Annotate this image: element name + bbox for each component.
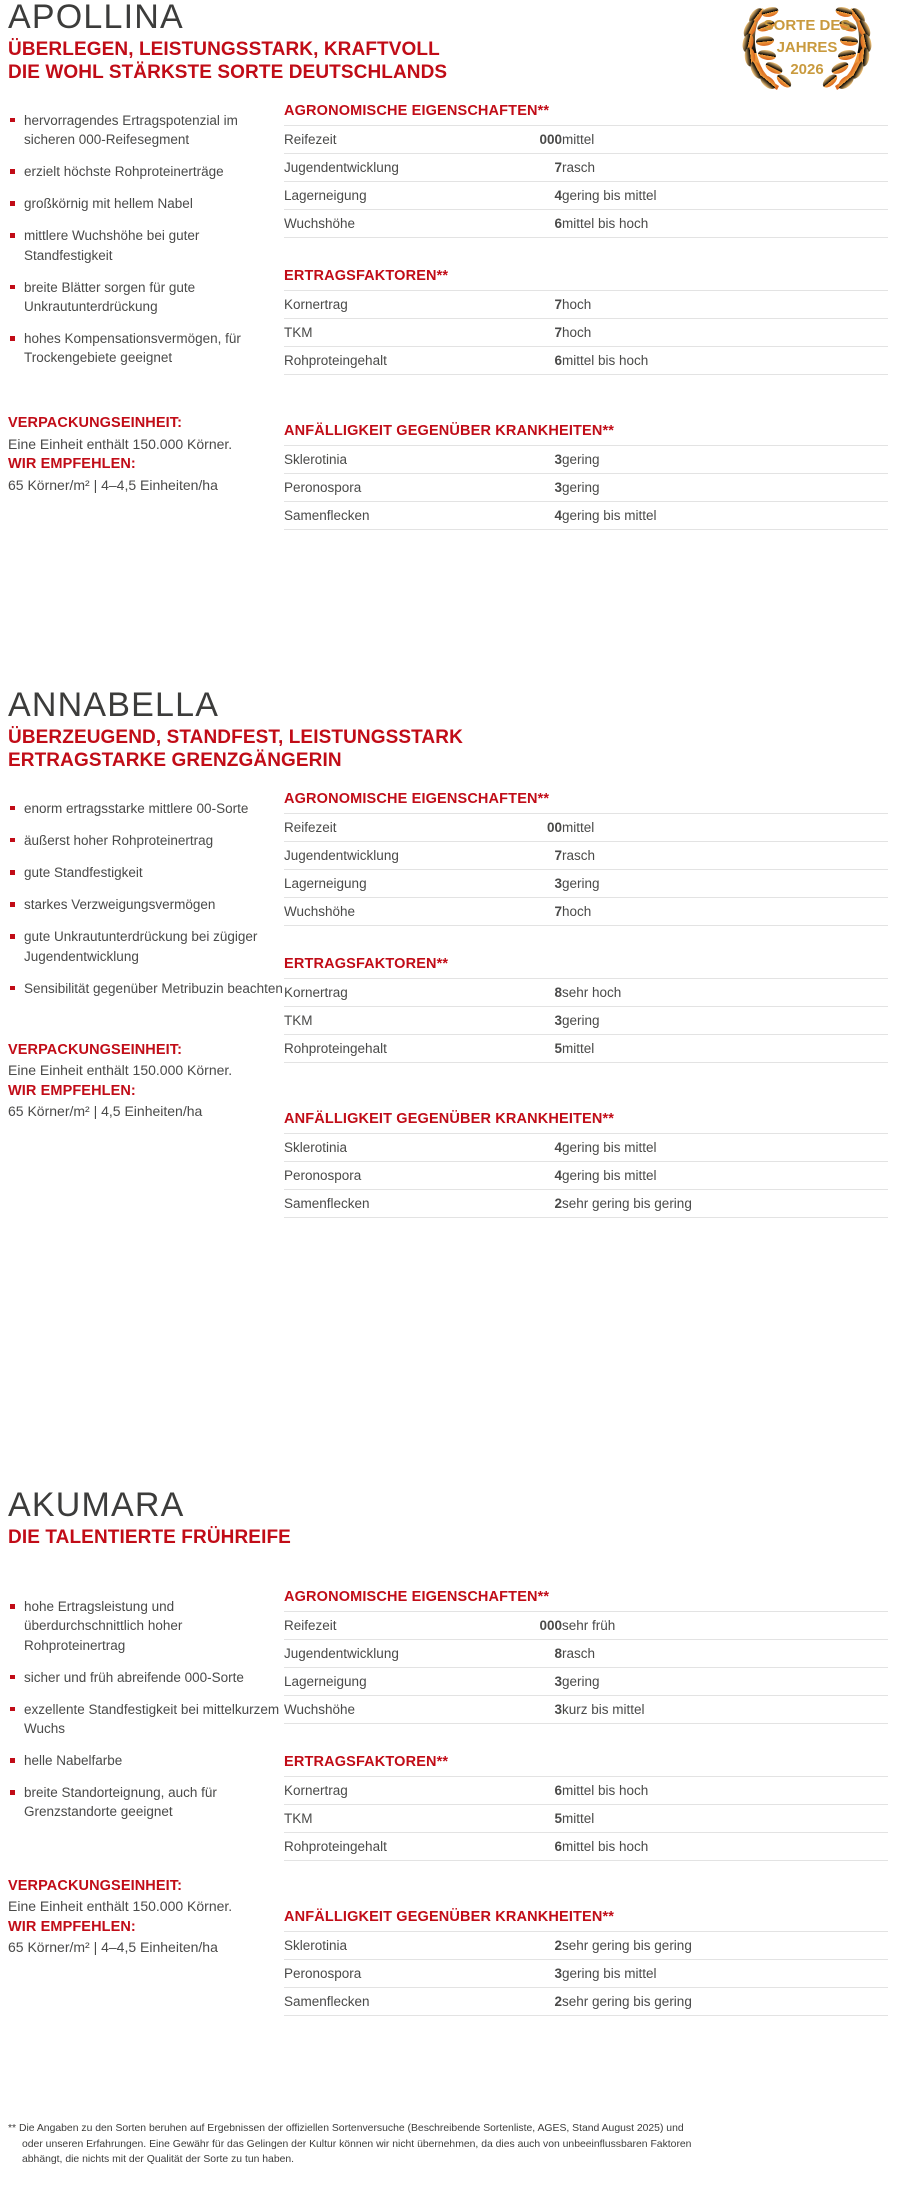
- trait-label: Lagerneigung: [284, 187, 367, 203]
- trait-value: 7: [554, 324, 562, 340]
- trait-value: 5: [554, 1811, 562, 1827]
- trait-value: 00: [546, 819, 562, 835]
- list-item: exzellente Standfestigkeit bei mittelkurzem Wuchs: [8, 1700, 284, 1738]
- trait-label: Sklerotinia: [284, 451, 348, 467]
- trait-desc: gering bis mittel: [562, 187, 657, 203]
- trait-desc: gering bis mittel: [562, 507, 657, 523]
- trait-label: Kornertrag: [284, 1783, 348, 1799]
- trait-label: Lagerneigung: [284, 1674, 367, 1690]
- list-item: mittlere Wuchshöhe bei guter Standfestigkeit: [8, 226, 284, 264]
- packaging-unit-text: Eine Einheit enthält 150.000 Körner.: [8, 435, 233, 452]
- disease-table: [284, 1133, 888, 1218]
- trait-value: 3: [554, 1674, 562, 1690]
- trait-value: 4: [554, 507, 562, 523]
- trait-desc: mittel bis hoch: [562, 1839, 649, 1855]
- table-title-yield: ERTRAGSFAKTOREN**: [284, 267, 449, 284]
- trait-value: 3: [554, 1012, 562, 1028]
- left-column: [8, 103, 284, 495]
- list-item: breite Blätter sorgen für gute Unkrautunterdrückung: [8, 278, 284, 316]
- trait-value: 8: [554, 1646, 562, 1662]
- list-item: gute Standfestigkeit: [8, 863, 284, 882]
- trait-label: Peronospora: [284, 1167, 362, 1183]
- trait-desc: mittel: [562, 131, 595, 147]
- recommendation-text: 65 Körner/m² | 4,5 Einheiten/ha: [8, 1103, 203, 1120]
- trait-value: 6: [554, 1839, 562, 1855]
- trait-label: Wuchshöhe: [284, 215, 356, 231]
- packaging-unit-text: Eine Einheit enthält 150.000 Körner.: [8, 1898, 233, 1915]
- trait-value: 7: [554, 903, 562, 919]
- recommendation-heading: WIR EMPFEHLEN:: [8, 1082, 136, 1099]
- trait-value: 3: [554, 875, 562, 891]
- list-item: Sensibilität gegenüber Metribuzin beachten: [8, 979, 284, 998]
- trait-value: 2: [554, 1195, 562, 1211]
- variety-header: [8, 1488, 888, 1549]
- trait-label: Sklerotinia: [284, 1139, 348, 1155]
- trait-desc: sehr gering bis gering: [562, 1938, 692, 1954]
- table-row: [284, 1189, 888, 1217]
- badge-line-1: SORTE DES: [763, 17, 851, 34]
- trait-label: Samenflecken: [284, 507, 370, 523]
- trait-value: 000: [539, 1618, 562, 1634]
- trait-label: Rohproteingehalt: [284, 1839, 387, 1855]
- recommendation-heading: WIR EMPFEHLEN:: [8, 1918, 136, 1935]
- table-row: [284, 1805, 888, 1833]
- trait-label: TKM: [284, 1012, 313, 1028]
- variety-header: [8, 0, 888, 85]
- table-row: [284, 897, 888, 925]
- table-row: [284, 1161, 888, 1189]
- trait-value: 3: [554, 451, 562, 467]
- trait-value: 2: [554, 1938, 562, 1954]
- agronomic-table: [284, 1611, 888, 1724]
- trait-label: Samenflecken: [284, 1994, 370, 2010]
- packaging-unit-heading: VERPACKUNGSEINHEIT:: [8, 1041, 183, 1058]
- trait-desc: hoch: [562, 296, 592, 312]
- table-title-agronomic: AGRONOMISCHE EIGENSCHAFTEN**: [284, 790, 550, 807]
- yield-table: [284, 290, 888, 375]
- list-item: helle Nabelfarbe: [8, 1751, 284, 1770]
- variety-claim-line-1: DIE TALENTIERTE FRÜHREIFE: [8, 1526, 291, 1548]
- list-item: hohes Kompensationsvermögen, für Trockengebiete geeignet: [8, 329, 284, 367]
- table-row: [284, 869, 888, 897]
- footnote-line-3: abhängt, die nichts mit der Qualität der Sorte zu tun haben.: [22, 2154, 295, 2166]
- variety-claim-line-1: ÜBERLEGEN, LEISTUNGSSTARK, KRAFTVOLL: [8, 38, 440, 60]
- trait-desc: gering: [562, 1674, 600, 1690]
- footnote-line-1: ** Die Angaben zu den Sorten beruhen auf Ergebnissen der offiziellen Sortenversuche (Beschreibende Sortenliste, AGES, Stand August 2025) und: [8, 2123, 684, 2135]
- trait-desc: sehr gering bis gering: [562, 1994, 692, 2010]
- trait-label: Peronospora: [284, 1966, 362, 1982]
- packaging-info: [8, 413, 284, 495]
- trait-desc: sehr gering bis gering: [562, 1195, 692, 1211]
- trait-desc: rasch: [562, 847, 596, 863]
- variety-block-apollina: [0, 0, 900, 534]
- trait-value: 7: [554, 296, 562, 312]
- recommendation-text: 65 Körner/m² | 4–4,5 Einheiten/ha: [8, 1939, 218, 1956]
- recommendation-heading: WIR EMPFEHLEN:: [8, 456, 136, 473]
- table-row: [284, 841, 888, 869]
- trait-value: 7: [554, 159, 562, 175]
- variety-name: APOLLINA: [8, 0, 184, 36]
- trait-value: 6: [554, 1783, 562, 1799]
- yield-table: [284, 1776, 888, 1861]
- trait-label: Rohproteingehalt: [284, 1040, 387, 1056]
- disease-table: [284, 1931, 888, 2016]
- recommendation-text: 65 Körner/m² | 4–4,5 Einheiten/ha: [8, 476, 218, 493]
- packaging-info: [8, 1040, 284, 1122]
- trait-desc: sehr hoch: [562, 984, 622, 1000]
- feature-list: [8, 799, 284, 998]
- list-item: gute Unkrautunterdrückung bei zügiger Jugendentwicklung: [8, 927, 284, 965]
- trait-value: 4: [554, 187, 562, 203]
- list-item: sicher und früh abreifende 000-Sorte: [8, 1668, 284, 1687]
- trait-label: Reifezeit: [284, 1618, 337, 1634]
- table-row: [284, 153, 888, 181]
- trait-label: Jugendentwicklung: [284, 1646, 399, 1662]
- trait-desc: gering bis mittel: [562, 1966, 657, 1982]
- table-row: [284, 181, 888, 209]
- table-row: [284, 1777, 888, 1805]
- left-column: [8, 791, 284, 1122]
- table-row: [284, 1133, 888, 1161]
- trait-label: Sklerotinia: [284, 1938, 348, 1954]
- table-title-yield: ERTRAGSFAKTOREN**: [284, 1754, 449, 1771]
- trait-label: Wuchshöhe: [284, 1702, 356, 1718]
- list-item: hohe Ertragsleistung und überdurchschnittlich hoher Rohproteinertrag: [8, 1597, 284, 1654]
- table-title-yield: ERTRAGSFAKTOREN**: [284, 955, 449, 972]
- table-title-agronomic: AGRONOMISCHE EIGENSCHAFTEN**: [284, 102, 550, 119]
- list-item: breite Standorteignung, auch für Grenzstandorte geeignet: [8, 1783, 284, 1821]
- trait-desc: mittel bis hoch: [562, 215, 649, 231]
- packaging-info: [8, 1876, 284, 1958]
- table-title-agronomic: AGRONOMISCHE EIGENSCHAFTEN**: [284, 1589, 550, 1606]
- table-title-disease: ANFÄLLIGKEIT GEGENÜBER KRANKHEITEN**: [284, 1909, 615, 1926]
- trait-desc: sehr früh: [562, 1618, 616, 1634]
- table-row: [284, 1833, 888, 1861]
- right-column: [284, 791, 888, 1222]
- variety-claim-line-2: DIE WOHL STÄRKSTE SORTE DEUTSCHLANDS: [8, 62, 448, 84]
- trait-label: Jugendentwicklung: [284, 159, 399, 175]
- variety-name: ANNABELLA: [8, 686, 220, 724]
- trait-label: Wuchshöhe: [284, 903, 356, 919]
- trait-desc: mittel: [562, 1811, 595, 1827]
- trait-desc: mittel: [562, 819, 595, 835]
- disease-table: [284, 445, 888, 530]
- list-item: hervorragendes Ertragspotenzial im sicheren 000-Reifesegment: [8, 111, 284, 149]
- trait-desc: gering bis mittel: [562, 1167, 657, 1183]
- variety-header: [8, 688, 888, 773]
- table-row: [284, 1932, 888, 1960]
- trait-label: Jugendentwicklung: [284, 847, 399, 863]
- trait-value: 2: [554, 1994, 562, 2010]
- trait-label: TKM: [284, 1811, 313, 1827]
- table-row: [284, 1034, 888, 1062]
- trait-value: 4: [554, 1167, 562, 1183]
- trait-desc: gering: [562, 1012, 600, 1028]
- trait-label: Peronospora: [284, 479, 362, 495]
- list-item: großkörnig mit hellem Nabel: [8, 194, 284, 213]
- trait-desc: hoch: [562, 324, 592, 340]
- badge-line-3: 2026: [790, 61, 824, 78]
- table-title-disease: ANFÄLLIGKEIT GEGENÜBER KRANKHEITEN**: [284, 1110, 615, 1127]
- footnote: [8, 2121, 890, 2168]
- trait-label: Samenflecken: [284, 1195, 370, 1211]
- trait-desc: mittel bis hoch: [562, 352, 649, 368]
- list-item: äußerst hoher Rohproteinertrag: [8, 831, 284, 850]
- trait-desc: rasch: [562, 159, 596, 175]
- variety-block-annabella: [0, 688, 900, 1222]
- right-column: [284, 1589, 888, 2020]
- trait-desc: mittel bis hoch: [562, 1783, 649, 1799]
- list-item: erzielt höchste Rohproteinerträge: [8, 162, 284, 181]
- table-row: [284, 473, 888, 501]
- trait-value: 7: [554, 847, 562, 863]
- trait-value: 000: [539, 131, 562, 147]
- trait-value: 8: [554, 984, 562, 1000]
- table-row: [284, 445, 888, 473]
- table-row: [284, 1668, 888, 1696]
- table-row: [284, 1612, 888, 1640]
- trait-desc: gering bis mittel: [562, 1139, 657, 1155]
- table-row: [284, 1006, 888, 1034]
- trait-desc: hoch: [562, 903, 592, 919]
- table-row: [284, 813, 888, 841]
- trait-value: 6: [554, 215, 562, 231]
- feature-list: [8, 1597, 284, 1821]
- variety-block-akumara: [0, 1488, 900, 2020]
- variety-claim-line-2: ERTRAGSTARKE GRENZGÄNGERIN: [8, 750, 342, 772]
- trait-value: 5: [554, 1040, 562, 1056]
- list-item: enorm ertragsstarke mittlere 00-Sorte: [8, 799, 284, 818]
- laurel-wreath-icon: [732, 2, 882, 94]
- trait-desc: gering: [562, 451, 600, 467]
- trait-label: Kornertrag: [284, 296, 348, 312]
- trait-label: Rohproteingehalt: [284, 352, 387, 368]
- yield-table: [284, 978, 888, 1063]
- table-row: [284, 978, 888, 1006]
- left-column: [8, 1589, 284, 1957]
- trait-value: 3: [554, 479, 562, 495]
- trait-desc: rasch: [562, 1646, 596, 1662]
- trait-value: 4: [554, 1139, 562, 1155]
- trait-value: 6: [554, 352, 562, 368]
- list-item: starkes Verzweigungsvermögen: [8, 895, 284, 914]
- agronomic-table: [284, 813, 888, 926]
- agronomic-table: [284, 125, 888, 238]
- right-column: [284, 103, 888, 534]
- table-row: [284, 1640, 888, 1668]
- feature-list: [8, 111, 284, 368]
- packaging-unit-heading: VERPACKUNGSEINHEIT:: [8, 415, 183, 432]
- trait-desc: gering: [562, 875, 600, 891]
- trait-label: Lagerneigung: [284, 875, 367, 891]
- table-row: [284, 1696, 888, 1724]
- table-row: [284, 1988, 888, 2016]
- trait-value: 3: [554, 1702, 562, 1718]
- table-row: [284, 290, 888, 318]
- trait-desc: gering: [562, 479, 600, 495]
- trait-label: Reifezeit: [284, 819, 337, 835]
- trait-label: Reifezeit: [284, 131, 337, 147]
- variety-claim-line-1: ÜBERZEUGEND, STANDFEST, LEISTUNGSSTARK: [8, 726, 463, 748]
- award-badge: [732, 2, 882, 94]
- trait-value: 3: [554, 1966, 562, 1982]
- table-row: [284, 209, 888, 237]
- trait-label: Kornertrag: [284, 984, 348, 1000]
- trait-desc: mittel: [562, 1040, 595, 1056]
- table-title-disease: ANFÄLLIGKEIT GEGENÜBER KRANKHEITEN**: [284, 422, 615, 439]
- table-row: [284, 125, 888, 153]
- table-row: [284, 501, 888, 529]
- badge-line-2: JAHRES: [776, 39, 838, 56]
- variety-name: AKUMARA: [8, 1486, 185, 1524]
- table-row: [284, 318, 888, 346]
- table-row: [284, 346, 888, 374]
- packaging-unit-heading: VERPACKUNGSEINHEIT:: [8, 1877, 183, 1894]
- packaging-unit-text: Eine Einheit enthält 150.000 Körner.: [8, 1062, 233, 1079]
- trait-desc: kurz bis mittel: [562, 1702, 645, 1718]
- footnote-line-2: oder unseren Erfahrungen. Eine Gewähr für das Gelingen der Kultur können wir nicht übernehmen, da dies auch von unbeeinflussbaren Faktoren: [22, 2138, 692, 2150]
- trait-label: TKM: [284, 324, 313, 340]
- table-row: [284, 1960, 888, 1988]
